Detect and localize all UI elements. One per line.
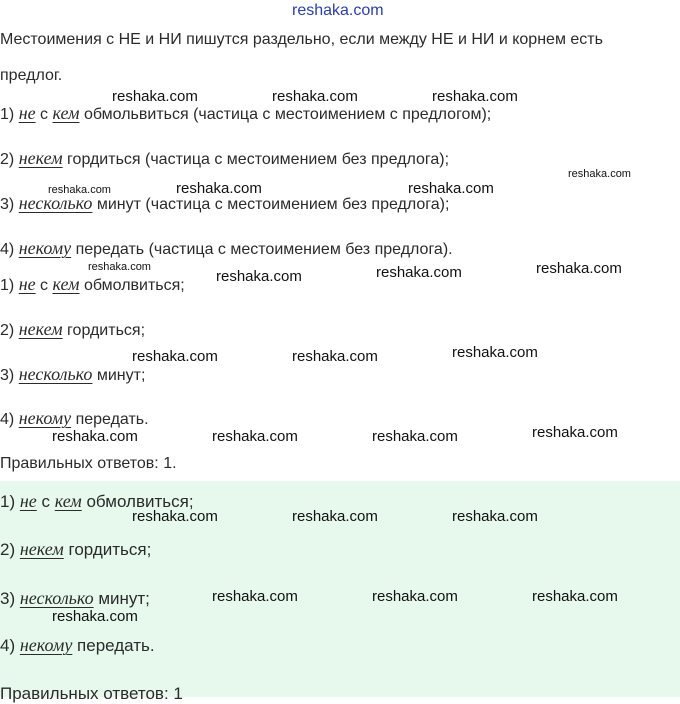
plain-item-4: 4) некому передать. [0, 408, 149, 428]
watermark: reshaka.com [48, 184, 111, 196]
green-item-2: 2) некем гордиться; [0, 539, 152, 559]
intro-line-1: Местоимения с НЕ и НИ пишутся раздельно, если между НЕ и НИ и корнем есть [0, 31, 603, 48]
answer-text-2: Правильных ответов: 1 [0, 684, 183, 703]
watermark: reshaka.com [568, 168, 631, 180]
watermark: reshaka.com [292, 508, 378, 525]
watermark: reshaka.com [52, 608, 138, 625]
watermark: reshaka.com [212, 588, 298, 605]
green-item-1: 1) не с кем обмолвиться; [0, 491, 194, 511]
watermark: reshaka.com [452, 344, 538, 361]
watermark: reshaka.com [408, 180, 494, 197]
watermark: reshaka.com [52, 428, 138, 445]
watermark: reshaka.com [536, 260, 622, 277]
watermark: reshaka.com [216, 268, 302, 285]
site-watermark-top: reshaka.com [292, 2, 384, 19]
plain-item-1: 1) не с кем обмолвиться; [0, 274, 185, 294]
plain-item-3: 3) несколько минут; [0, 364, 146, 384]
intro-line-2: предлог. [0, 67, 63, 84]
watermark: reshaka.com [176, 180, 262, 197]
watermark: reshaka.com [372, 428, 458, 445]
watermark: reshaka.com [432, 88, 518, 105]
watermark: reshaka.com [532, 588, 618, 605]
watermark: reshaka.com [112, 88, 198, 105]
watermark: reshaka.com [532, 424, 618, 441]
watermark: reshaka.com [452, 508, 538, 525]
watermark: reshaka.com [88, 261, 151, 273]
green-item-3: 3) несколько минут; [0, 588, 150, 608]
answer-text: Правильных ответов: 1. [0, 455, 177, 472]
plain-item-2: 2) некем гордиться; [0, 319, 146, 339]
explained-item-1: 1) не с кем обмольвиться (частица с местоимением с предлогом); [0, 103, 492, 123]
watermark: reshaka.com [132, 508, 218, 525]
watermark: reshaka.com [212, 428, 298, 445]
explained-item-2: 2) некем гордиться (частица с местоимением без предлога); [0, 148, 450, 168]
explained-item-3: 3) несколько минут (частица с местоимением без предлога); [0, 193, 450, 213]
watermark: reshaka.com [376, 264, 462, 281]
watermark: reshaka.com [372, 588, 458, 605]
watermark: reshaka.com [132, 348, 218, 365]
green-item-4: 4) некому передать. [0, 635, 155, 655]
explained-item-4: 4) некому передать (частица с местоимением без предлога). [0, 238, 453, 258]
watermark: reshaka.com [272, 88, 358, 105]
watermark: reshaka.com [292, 348, 378, 365]
